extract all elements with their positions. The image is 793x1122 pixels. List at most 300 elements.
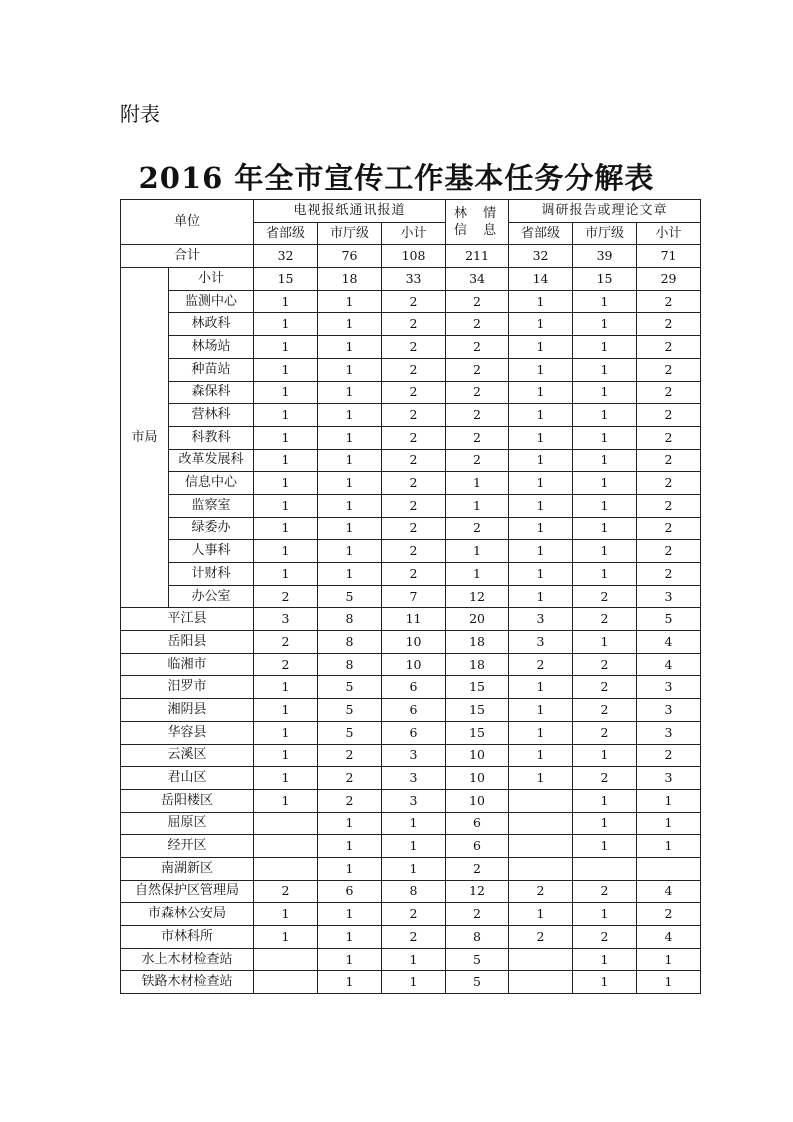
table-row [121, 767, 701, 790]
table-row [121, 358, 701, 381]
row-label: 人事科 [169, 540, 254, 563]
value-cell: 2 [637, 540, 701, 563]
value-cell: 2 [573, 926, 637, 949]
table-row [121, 404, 701, 427]
table-row [121, 472, 701, 495]
value-cell: 1 [573, 903, 637, 926]
value-cell: 2 [573, 880, 637, 903]
value-cell: 1 [509, 903, 573, 926]
value-cell: 1 [573, 449, 637, 472]
table-row [121, 426, 701, 449]
value-cell: 1 [318, 903, 382, 926]
value-cell: 3 [637, 721, 701, 744]
header-research-group: 调研报告或理论文章 [509, 200, 701, 223]
row-label: 科教科 [169, 426, 254, 449]
value-cell: 18 [318, 268, 382, 291]
value-cell: 1 [573, 744, 637, 767]
value-cell: 1 [382, 835, 446, 858]
value-cell: 5 [637, 608, 701, 631]
value-cell: 2 [382, 313, 446, 336]
value-cell: 1 [637, 971, 701, 994]
value-cell: 8 [318, 631, 382, 654]
value-cell: 1 [318, 404, 382, 427]
value-cell: 1 [573, 336, 637, 359]
table-row [121, 699, 701, 722]
value-cell [509, 857, 573, 880]
value-cell [509, 835, 573, 858]
value-cell: 1 [318, 971, 382, 994]
value-cell: 1 [573, 290, 637, 313]
value-cell: 2 [637, 358, 701, 381]
value-cell: 5 [446, 971, 509, 994]
value-cell: 2 [637, 472, 701, 495]
value-cell: 1 [318, 313, 382, 336]
value-cell: 2 [382, 404, 446, 427]
value-cell: 5 [318, 585, 382, 608]
value-cell: 10 [446, 767, 509, 790]
value-cell: 15 [446, 699, 509, 722]
value-cell: 1 [573, 789, 637, 812]
value-cell: 3 [509, 631, 573, 654]
value-cell: 1 [637, 812, 701, 835]
value-cell: 2 [573, 608, 637, 631]
value-cell: 2 [382, 494, 446, 517]
table-row [121, 744, 701, 767]
value-cell: 3 [382, 789, 446, 812]
value-cell: 2 [637, 449, 701, 472]
value-cell: 1 [573, 426, 637, 449]
value-cell: 8 [382, 880, 446, 903]
table-row [121, 903, 701, 926]
table-row [121, 585, 701, 608]
value-cell: 1 [318, 948, 382, 971]
value-cell: 1 [509, 540, 573, 563]
value-cell [254, 857, 318, 880]
value-cell: 15 [573, 268, 637, 291]
value-cell: 1 [254, 336, 318, 359]
value-cell: 1 [382, 857, 446, 880]
table-row [121, 835, 701, 858]
value-cell: 5 [318, 699, 382, 722]
value-cell: 1 [254, 426, 318, 449]
value-cell: 3 [637, 767, 701, 790]
table-row [121, 563, 701, 586]
value-cell: 2 [573, 767, 637, 790]
table-row [121, 449, 701, 472]
page-title: 2016 年全市宣传工作基本任务分解表 [138, 161, 655, 195]
row-label: 林场站 [169, 336, 254, 359]
value-cell: 2 [637, 563, 701, 586]
value-cell: 1 [318, 358, 382, 381]
table-row [121, 926, 701, 949]
table-row [121, 857, 701, 880]
table-row [121, 540, 701, 563]
row-label: 水上木材检查站 [121, 948, 254, 971]
value-cell: 2 [382, 472, 446, 495]
task-table [120, 199, 701, 994]
value-cell: 2 [254, 880, 318, 903]
value-cell: 2 [382, 563, 446, 586]
value-cell: 76 [318, 245, 382, 268]
value-cell: 1 [254, 926, 318, 949]
value-cell: 1 [318, 494, 382, 517]
value-cell: 1 [509, 358, 573, 381]
value-cell: 1 [382, 812, 446, 835]
value-cell: 4 [637, 653, 701, 676]
value-cell: 1 [509, 449, 573, 472]
value-cell: 1 [509, 404, 573, 427]
value-cell: 10 [446, 789, 509, 812]
value-cell: 7 [382, 585, 446, 608]
value-cell [254, 948, 318, 971]
row-label: 绿委办 [169, 517, 254, 540]
value-cell: 3 [637, 585, 701, 608]
value-cell: 1 [509, 699, 573, 722]
value-cell: 2 [382, 926, 446, 949]
value-cell: 4 [637, 631, 701, 654]
row-label: 云溪区 [121, 744, 254, 767]
value-cell: 2 [573, 721, 637, 744]
value-cell: 2 [637, 336, 701, 359]
total-row [121, 245, 701, 268]
row-label: 湘阴县 [121, 699, 254, 722]
value-cell: 2 [318, 744, 382, 767]
header-research-province: 省部级 [509, 222, 573, 245]
value-cell: 1 [573, 835, 637, 858]
value-cell: 1 [573, 517, 637, 540]
row-label: 小计 [169, 268, 254, 291]
row-label: 岳阳县 [121, 631, 254, 654]
value-cell: 39 [573, 245, 637, 268]
value-cell: 2 [446, 903, 509, 926]
value-cell: 1 [509, 381, 573, 404]
header-forest-info: 林 情 信 息 [446, 200, 509, 245]
value-cell: 1 [254, 563, 318, 586]
value-cell: 1 [254, 903, 318, 926]
table-row [121, 789, 701, 812]
value-cell: 2 [382, 903, 446, 926]
table-row [121, 721, 701, 744]
value-cell: 1 [446, 494, 509, 517]
value-cell: 1 [254, 381, 318, 404]
row-label: 君山区 [121, 767, 254, 790]
value-cell: 2 [446, 381, 509, 404]
value-cell: 1 [509, 744, 573, 767]
value-cell: 2 [573, 653, 637, 676]
row-label: 汨罗市 [121, 676, 254, 699]
value-cell: 14 [509, 268, 573, 291]
value-cell: 6 [382, 676, 446, 699]
value-cell: 1 [637, 835, 701, 858]
value-cell: 6 [318, 880, 382, 903]
value-cell: 12 [446, 880, 509, 903]
value-cell: 2 [382, 449, 446, 472]
value-cell: 1 [318, 540, 382, 563]
value-cell: 1 [509, 585, 573, 608]
table-row [121, 948, 701, 971]
value-cell: 2 [637, 903, 701, 926]
value-cell [509, 812, 573, 835]
value-cell: 8 [446, 926, 509, 949]
value-cell: 2 [509, 653, 573, 676]
value-cell: 10 [382, 631, 446, 654]
table-row [121, 880, 701, 903]
header-tv-city: 市厅级 [318, 222, 382, 245]
value-cell: 1 [637, 948, 701, 971]
value-cell: 1 [318, 449, 382, 472]
value-cell: 3 [382, 744, 446, 767]
value-cell [509, 948, 573, 971]
value-cell: 2 [446, 449, 509, 472]
value-cell: 15 [254, 268, 318, 291]
value-cell: 2 [637, 494, 701, 517]
value-cell: 1 [509, 721, 573, 744]
value-cell: 4 [637, 880, 701, 903]
value-cell: 6 [382, 699, 446, 722]
value-cell: 1 [637, 789, 701, 812]
value-cell: 2 [637, 426, 701, 449]
value-cell: 2 [382, 517, 446, 540]
value-cell: 15 [446, 721, 509, 744]
value-cell [637, 857, 701, 880]
value-cell [254, 835, 318, 858]
value-cell: 2 [446, 857, 509, 880]
value-cell: 2 [573, 676, 637, 699]
value-cell: 6 [446, 835, 509, 858]
value-cell: 1 [254, 290, 318, 313]
value-cell: 34 [446, 268, 509, 291]
value-cell: 29 [637, 268, 701, 291]
header-tv-province: 省部级 [254, 222, 318, 245]
row-label: 改革发展科 [169, 449, 254, 472]
row-label: 岳阳楼区 [121, 789, 254, 812]
row-label: 监察室 [169, 494, 254, 517]
value-cell [254, 971, 318, 994]
value-cell: 1 [446, 540, 509, 563]
total-label: 合计 [121, 245, 254, 268]
value-cell: 1 [509, 676, 573, 699]
value-cell: 2 [573, 699, 637, 722]
row-label: 办公室 [169, 585, 254, 608]
value-cell: 32 [509, 245, 573, 268]
value-cell: 2 [382, 358, 446, 381]
header-research-city: 市厅级 [573, 222, 637, 245]
value-cell: 4 [637, 926, 701, 949]
row-label: 华容县 [121, 721, 254, 744]
value-cell: 1 [509, 426, 573, 449]
value-cell: 1 [509, 313, 573, 336]
value-cell: 71 [637, 245, 701, 268]
value-cell: 2 [382, 336, 446, 359]
row-label: 市林科所 [121, 926, 254, 949]
value-cell: 1 [573, 381, 637, 404]
value-cell: 11 [382, 608, 446, 631]
value-cell [509, 971, 573, 994]
value-cell: 1 [318, 926, 382, 949]
row-label: 临湘市 [121, 653, 254, 676]
table-row [121, 494, 701, 517]
value-cell: 1 [573, 948, 637, 971]
value-cell: 2 [637, 404, 701, 427]
value-cell: 2 [254, 653, 318, 676]
value-cell: 3 [509, 608, 573, 631]
row-label: 信息中心 [169, 472, 254, 495]
value-cell: 108 [382, 245, 446, 268]
value-cell: 18 [446, 653, 509, 676]
value-cell: 15 [446, 676, 509, 699]
value-cell: 1 [318, 517, 382, 540]
value-cell: 3 [637, 699, 701, 722]
value-cell: 1 [254, 358, 318, 381]
value-cell: 2 [382, 381, 446, 404]
row-label: 计财科 [169, 563, 254, 586]
value-cell: 1 [573, 358, 637, 381]
value-cell: 1 [254, 744, 318, 767]
value-cell: 2 [637, 313, 701, 336]
value-cell: 2 [509, 926, 573, 949]
value-cell: 12 [446, 585, 509, 608]
value-cell [254, 812, 318, 835]
value-cell: 5 [446, 948, 509, 971]
value-cell: 1 [318, 381, 382, 404]
value-cell: 5 [318, 721, 382, 744]
value-cell: 1 [509, 563, 573, 586]
value-cell: 1 [573, 631, 637, 654]
value-cell: 3 [637, 676, 701, 699]
value-cell: 5 [318, 676, 382, 699]
table-row [121, 812, 701, 835]
appendix-label: 附表 [120, 102, 160, 126]
value-cell: 2 [254, 631, 318, 654]
value-cell: 6 [382, 721, 446, 744]
header-row-1 [121, 200, 701, 223]
row-label: 南湖新区 [121, 857, 254, 880]
value-cell: 1 [509, 472, 573, 495]
row-label: 森保科 [169, 381, 254, 404]
table-row [121, 608, 701, 631]
value-cell: 1 [318, 472, 382, 495]
row-label: 监测中心 [169, 290, 254, 313]
bureau-label: 市局 [121, 268, 169, 608]
value-cell: 1 [382, 971, 446, 994]
value-cell: 1 [573, 812, 637, 835]
value-cell: 8 [318, 608, 382, 631]
value-cell: 2 [446, 290, 509, 313]
value-cell: 2 [382, 290, 446, 313]
value-cell: 1 [254, 540, 318, 563]
value-cell: 211 [446, 245, 509, 268]
value-cell: 3 [382, 767, 446, 790]
value-cell: 2 [509, 880, 573, 903]
table-row [121, 381, 701, 404]
value-cell: 1 [446, 472, 509, 495]
header-research-subtotal: 小计 [637, 222, 701, 245]
value-cell: 2 [446, 358, 509, 381]
value-cell: 1 [573, 404, 637, 427]
row-label: 自然保护区管理局 [121, 880, 254, 903]
row-label: 种苗站 [169, 358, 254, 381]
table-row [121, 268, 701, 291]
value-cell: 33 [382, 268, 446, 291]
value-cell: 2 [637, 517, 701, 540]
value-cell: 1 [573, 313, 637, 336]
value-cell: 1 [254, 721, 318, 744]
row-label: 市森林公安局 [121, 903, 254, 926]
table-row [121, 313, 701, 336]
table-row [121, 336, 701, 359]
value-cell: 1 [318, 835, 382, 858]
value-cell: 1 [382, 948, 446, 971]
value-cell: 10 [382, 653, 446, 676]
value-cell: 2 [446, 426, 509, 449]
value-cell: 2 [318, 767, 382, 790]
value-cell: 1 [254, 676, 318, 699]
value-cell: 10 [446, 744, 509, 767]
value-cell: 2 [446, 517, 509, 540]
row-label: 林政科 [169, 313, 254, 336]
value-cell: 1 [254, 449, 318, 472]
value-cell: 1 [573, 494, 637, 517]
row-label: 铁路木材检查站 [121, 971, 254, 994]
value-cell: 1 [509, 290, 573, 313]
value-cell: 8 [318, 653, 382, 676]
table-row [121, 971, 701, 994]
value-cell: 2 [637, 290, 701, 313]
table-row [121, 631, 701, 654]
value-cell: 1 [254, 313, 318, 336]
value-cell: 1 [318, 857, 382, 880]
row-label: 屈原区 [121, 812, 254, 835]
value-cell: 1 [318, 563, 382, 586]
table-row [121, 517, 701, 540]
value-cell: 1 [509, 494, 573, 517]
value-cell: 1 [254, 699, 318, 722]
value-cell: 18 [446, 631, 509, 654]
header-unit: 单位 [121, 200, 254, 245]
value-cell [509, 789, 573, 812]
table-row [121, 676, 701, 699]
value-cell: 1 [254, 404, 318, 427]
value-cell: 2 [382, 540, 446, 563]
header-tv-group: 电视报纸通讯报道 [254, 200, 446, 223]
value-cell: 2 [637, 381, 701, 404]
value-cell: 1 [573, 472, 637, 495]
row-label: 平江县 [121, 608, 254, 631]
value-cell: 2 [446, 404, 509, 427]
value-cell: 3 [254, 608, 318, 631]
value-cell: 1 [254, 517, 318, 540]
row-label: 经开区 [121, 835, 254, 858]
value-cell [573, 857, 637, 880]
table-row [121, 653, 701, 676]
value-cell: 20 [446, 608, 509, 631]
value-cell: 1 [254, 472, 318, 495]
value-cell: 1 [509, 517, 573, 540]
value-cell: 1 [254, 767, 318, 790]
value-cell: 1 [318, 336, 382, 359]
value-cell: 1 [573, 563, 637, 586]
value-cell: 2 [446, 336, 509, 359]
value-cell: 1 [318, 290, 382, 313]
header-tv-subtotal: 小计 [382, 222, 446, 245]
value-cell: 6 [446, 812, 509, 835]
table-row [121, 290, 701, 313]
value-cell: 2 [637, 744, 701, 767]
value-cell: 1 [509, 767, 573, 790]
value-cell: 2 [254, 585, 318, 608]
value-cell: 2 [573, 585, 637, 608]
value-cell: 32 [254, 245, 318, 268]
